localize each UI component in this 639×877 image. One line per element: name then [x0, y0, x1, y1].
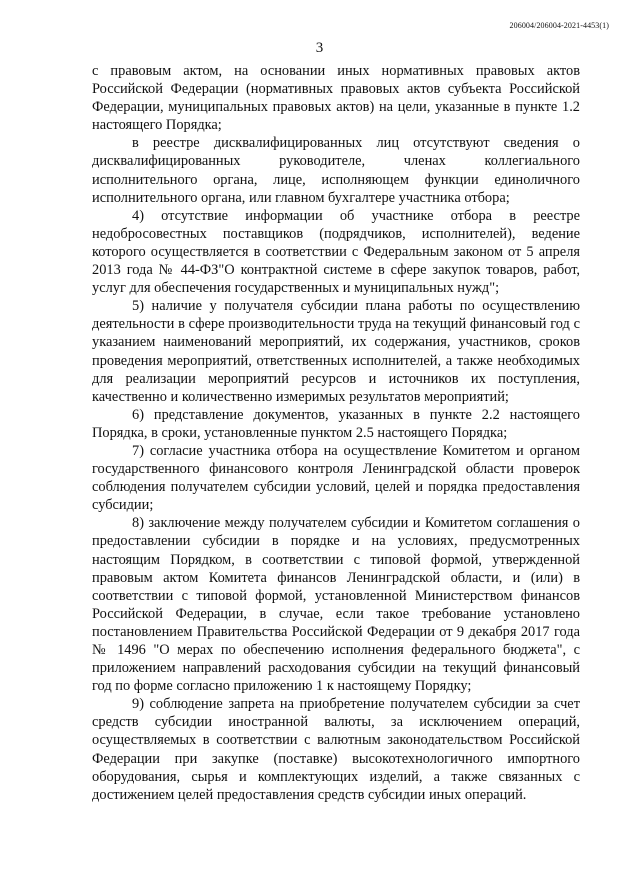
paragraph-item-5: 5) наличие у получателя субсидии плана работы по осуществлению деятельности в сфере производительности труда на текущий финансовый год с указанием наименований мероприятий, их содержания, участников, сроков проведения мероприятий, ответственных исполнителей, а также необходимых для реализации мероприятий ресурсов и источников их поступления, качественно и количественно измеримых результатов мероприятий; [92, 298, 580, 405]
paragraph-item-4: 4) отсутствие информации об участнике отбора в реестре недобросовестных поставщиков (подрядчиков, исполнителей), ведение которого осуществляется в соответствии с Федеральным законом от 5 апреля 2013 года № 44-ФЗ"О контрактной системе в сфере закупок товаров, работ, услуг для обеспечения государственных и муниципальных нужд"; [92, 207, 580, 297]
document-body [92, 62, 580, 804]
paragraph-item-6: 6) представление документов, указанных в пункте 2.2 настоящего Порядка, в сроки, установленные пунктом 2.5 настоящего Порядка; [92, 406, 580, 441]
paragraph-disqualified-persons: в реестре дисквалифицированных лиц отсутствуют сведения о дисквалифицированных руководителе, членах коллегиального исполнительного органа, лице, исполняющем функции единоличного исполнительного органа, или главном бухгалтере участника отбора; [92, 135, 580, 206]
paragraph-item-7: 7) согласие участника отбора на осуществление Комитетом и органом государственного финансового контроля Ленинградской области проверок соблюдения получателем субсидии условий, целей и порядка предоставления субсидии; [92, 442, 580, 514]
paragraph-item-8: 8) заключение между получателем субсидии и Комитетом соглашения о предоставлении субсидии в порядке и на условиях, предусмотренных настоящим Порядком, в соответствии с типовой формой, утвержденной правовым актом Комитета финансов Ленинградской области, и (или) в соответствии с типовой формой, установленной Министерством финансов Российской Федерации, в случае, если такое требование установлено постановлением Правительства Российской Федерации от 9 декабря 2017 года № 1496 "О мерах по обеспечению исполнения федерального бюджета", с приложением направлений расходования субсидии на текущий финансовый год по форме согласно приложению 1 к настоящему Порядку; [92, 515, 580, 695]
document-registration-number: 206004/206004-2021-4453(1) [509, 21, 609, 30]
paragraph-continuation: с правовым актом, на основании иных нормативных правовых актов Российской Федерации (нормативных правовых актов субъекта Российской Федерации, муниципальных правовых актов) на цели, указанные в пункте 1.2 настоящего Порядка; [92, 63, 580, 134]
paragraph-item-9: 9) соблюдение запрета на приобретение получателем субсидии за счет средств субсидии иностранной валюты, за исключением операций, осуществляемых в соответствии с валютным законодательством Российской Федерации при закупке (поставке) высокотехнологичного импортного оборудования, сырья и комплектующих изделий, а также связанных с достижением целей предоставления средств субсидии иных операций. [92, 696, 580, 803]
page-number: 3 [315, 40, 324, 56]
